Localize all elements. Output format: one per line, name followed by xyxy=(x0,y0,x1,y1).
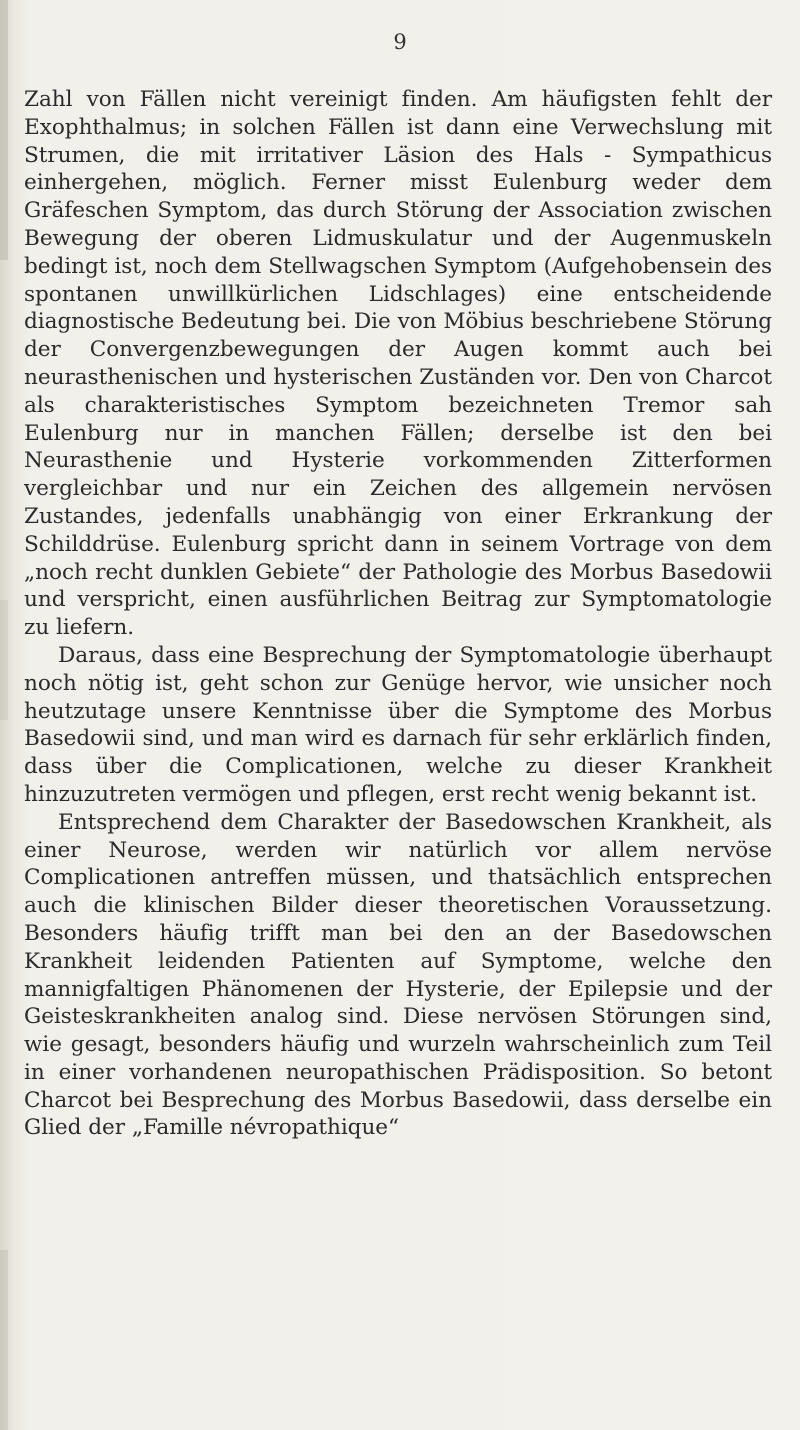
paragraph-3: Entsprechend dem Charakter der Basedowschen Krankheit, als einer Neurose, werden wir natürlich vor allem nervöse Complicationen antreffen müssen, und thatsächlich entsprechen auch die klinischen Bilder dieser theoretischen Voraussetzung. Besonders häufig trifft man bei den an der Basedowschen Krankheit leidenden Patienten auf Symptome, welche den mannigfaltigen Phänomenen der Hysterie, der Epilepsie und der Geisteskrankheiten analog sind. Diese nervösen Störungen sind, wie gesagt, besonders häufig und wurzeln wahrscheinlich zum Teil in einer vorhandenen neuropathischen Prädisposition. So betont Charcot bei Besprechung des Morbus Basedowii, dass derselbe ein Glied der „Famille névropathique“ xyxy=(24,809,772,1141)
gutter-shadow xyxy=(0,1250,8,1430)
body-text xyxy=(24,86,772,1142)
page-number: 9 xyxy=(393,30,407,54)
paragraph-2: Daraus, dass eine Besprechung der Symptomatologie überhaupt noch nötig ist, geht schon zur Genüge hervor, wie unsicher noch heutzutage unsere Kenntnisse über die Symptome des Morbus Basedowii sind, und man wird es darnach für sehr erklärlich finden, dass über die Complicationen, welche zu dieser Krankheit hinzuzutreten vermögen und pflegen, erst recht wenig bekannt ist. xyxy=(24,642,772,807)
paragraph-1: Zahl von Fällen nicht vereinigt finden. Am häufigsten fehlt der Exophthalmus; in solchen Fällen ist dann eine Verwechslung mit Strumen, die mit irritativer Läsion des Hals - Sympathicus einhergehen, möglich. Ferner misst Eulenburg weder dem Gräfeschen Symptom, das durch Störung der Association zwischen Bewegung der oberen Lidmuskulatur und der Augenmuskeln bedingt ist, noch dem Stellwagschen Symptom (Aufgehobensein des spontanen unwillkürlichen Lidschlages) eine entscheidende diagnostische Bedeutung bei. Die von Möbius beschriebene Störung der Convergenzbewegungen der Augen kommt auch bei neurasthenischen und hysterischen Zuständen vor. Den von Charcot als charakteristisches Symptom bezeichneten Tremor sah Eulenburg nur in manchen Fällen; derselbe ist den bei Neurasthenie und Hysterie vorkommenden Zitterformen vergleichbar und nur ein Zeichen des allgemein nervösen Zustandes, jedenfalls unabhängig von einer Erkrankung der Schilddrüse. Eulenburg spricht dann in seinem Vortrage von dem „noch recht dunklen Gebiete“ der Pathologie des Morbus Basedowii und verspricht, einen ausführlichen Beitrag zur Symptomatologie zu liefern. xyxy=(24,87,772,641)
gutter-shadow xyxy=(0,600,8,720)
